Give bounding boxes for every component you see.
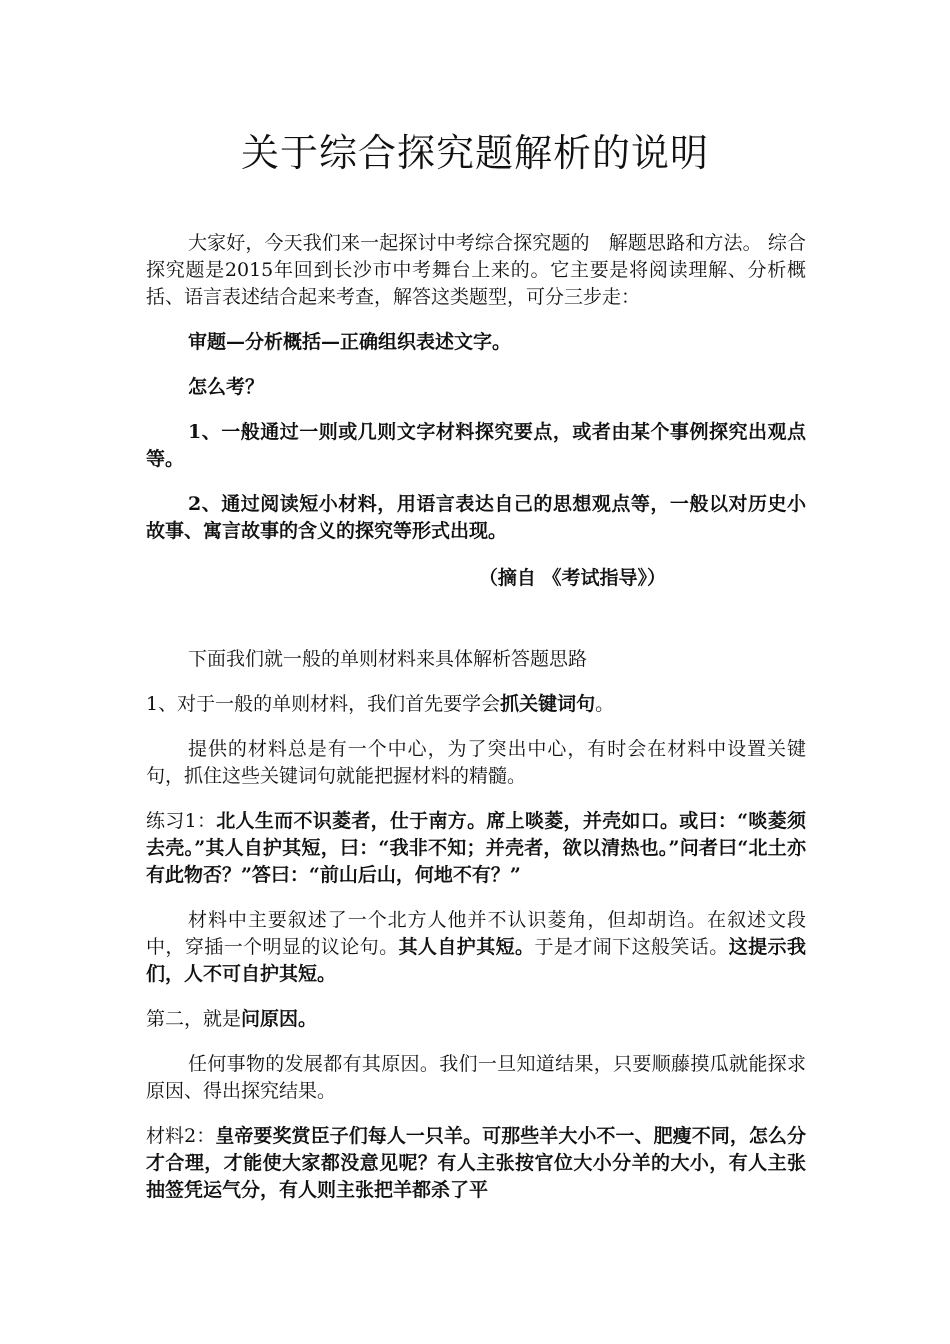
item-2-heading	[146, 1006, 806, 1033]
how-heading: 怎么考？	[188, 376, 265, 398]
material-2-label: 材料2：	[146, 1125, 216, 1147]
exercise-1	[146, 808, 806, 889]
page-title: 关于综合探究题解析的说明	[240, 131, 709, 175]
lead-paragraph: 下面我们就一般的单则材料来具体解析答题思路	[188, 648, 588, 670]
document-body	[146, 230, 806, 1204]
item-2-description: 任何事物的发展都有其原因。我们一旦知道结果，只要顺藤摸瓜就能探求原因、得出探究结果。	[146, 1053, 806, 1102]
item-1-description: 提供的材料总是有一个中心，为了突出中心，有时会在材料中设置关键句，抓住这些关键词句就能把握材料的精髓。	[146, 738, 806, 787]
item-2-prefix: 第二，就是	[146, 1008, 242, 1030]
point-1: 1、一般通过一则或几则文字材料探究要点，或者由某个事例探究出观点等。	[146, 421, 806, 470]
intro-paragraph: 大家好，今天我们来一起探讨中考综合探究题的 解题思路和方法。 综合探究题是2015年回到长沙市中考舞台上来的。它主要是将阅读理解、分析概括、语言表述结合起来考查，解答这类题型，可分三步走：	[146, 232, 806, 308]
item-1-keyword: 抓关键词句	[500, 693, 596, 715]
material-2-text: 皇帝要奖赏臣子们每人一只羊。可那些羊大小不一、肥瘦不同，怎么分才合理，才能使大家都没意见呢？有人主张按官位大小分羊的大小，有人主张抽签凭运气分，有人则主张把羊都杀了平	[146, 1125, 806, 1201]
item-1-suffix: 。	[595, 693, 615, 715]
item-1-prefix: 1、对于一般的单则材料，我们首先要学会	[146, 693, 501, 715]
analysis-1-part-b: 其人自护其短。	[398, 936, 535, 958]
analysis-1-part-a: 材料中主要叙述了一个北方人他并不认识菱角，但却胡诌。在叙述文段中，穿插一个明显的议论句。	[146, 909, 806, 958]
item-1-heading	[146, 691, 806, 718]
exercise-1-text: 北人生而不识菱者，仕于南方。席上啖菱，并壳如口。或曰：“啖菱须去壳。”其人自护其短，曰：“我非不知；并壳者，欲以清热也。”问者曰“北土亦有此物否？”答曰：“前山后山，何地不有？”	[146, 810, 806, 886]
source-citation: （摘自 《考试指导》）	[478, 567, 666, 589]
steps-line: 审题—分析概括—正确组织表述文字。	[188, 331, 512, 353]
point-2: 2、通过阅读短小材料，用语言表达自己的思想观点等，一般以对历史小故事、寓言故事的含义的探究等形式出现。	[146, 493, 806, 542]
analysis-1-part-c: 于是才闹下这般笑话。	[534, 936, 729, 958]
material-2	[146, 1123, 806, 1204]
item-2-keyword: 问原因。	[241, 1008, 318, 1030]
analysis-1-part-d: 这提示我们，人不可自护其短。	[146, 936, 806, 985]
exercise-1-label: 练习1：	[146, 810, 217, 832]
analysis-1	[146, 907, 806, 988]
